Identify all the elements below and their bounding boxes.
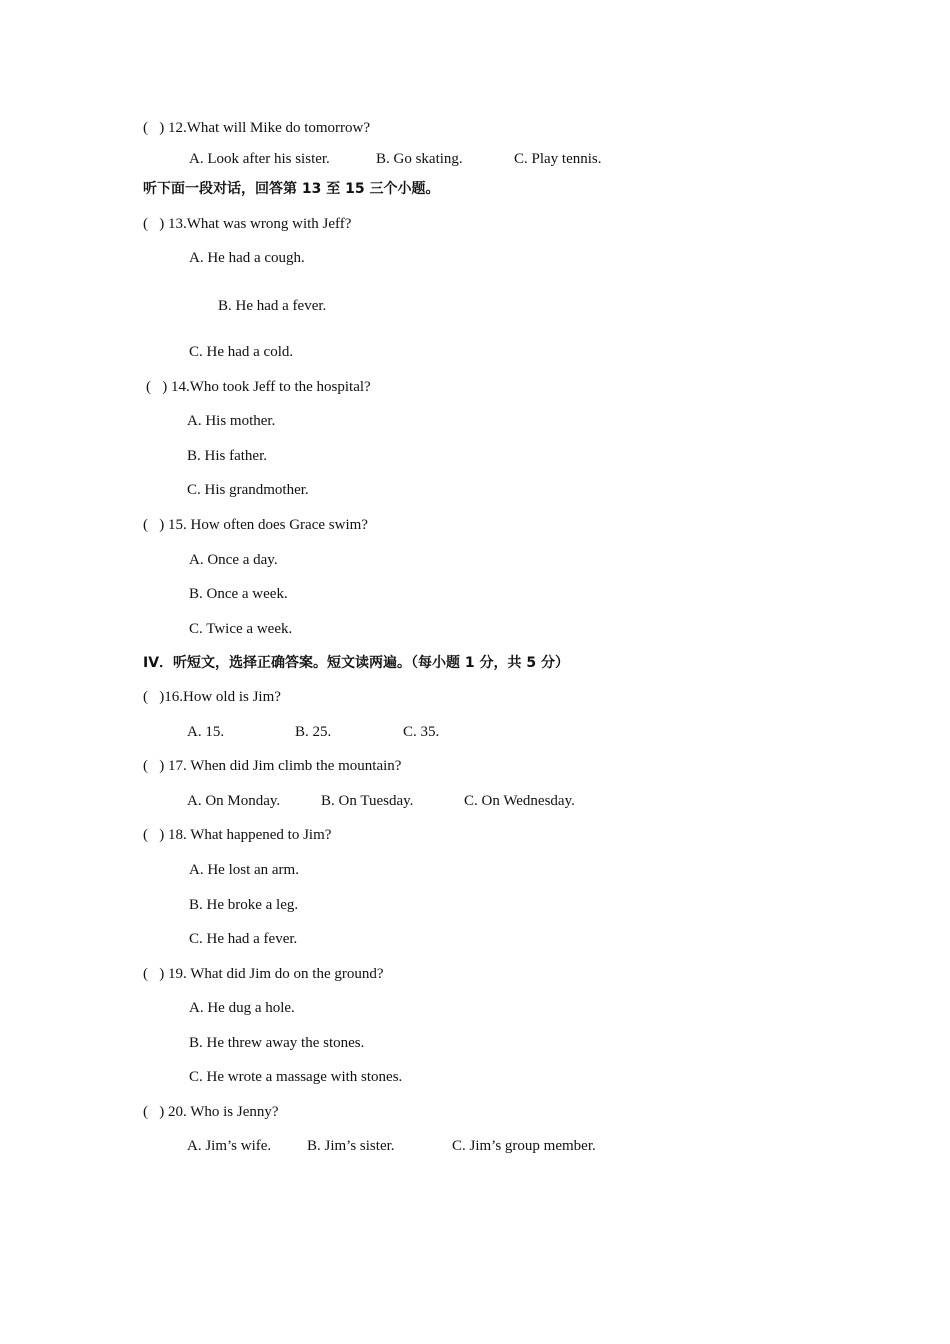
question-13-option-b: B. He had a fever. [218,298,327,314]
question-19-option-a: A. He dug a hole. [189,1000,295,1016]
question-19-option-b: B. He threw away the stones. [189,1035,365,1051]
question-12-option-a: A. Look after his sister. [189,151,330,167]
question-12-stem: ( ) 12.What will Mike do tomorrow? [143,120,371,136]
question-16-option-a: A. 15. [187,724,225,740]
question-20-option-c: C. Jim’s group member. [452,1138,596,1154]
question-12-option-b: B. Go skating. [376,151,463,167]
question-18-stem: ( ) 18. What happened to Jim? [143,827,332,843]
question-16-stem: ( )16.How old is Jim? [143,689,281,705]
question-13-option-c: C. He had a cold. [189,344,294,360]
section-heading-iv: IV．听短文，选择正确答案。短文读两遍。（每小题 1 分，共 5 分） [143,655,570,671]
question-19-option-c: C. He wrote a massage with stones. [189,1069,403,1085]
question-14-stem: ( ) 14.Who took Jeff to the hospital? [146,379,371,395]
question-16-option-c: C. 35. [403,724,440,740]
question-20-stem: ( ) 20. Who is Jenny? [143,1104,279,1120]
question-14-option-b: B. His father. [187,448,267,464]
question-20-option-a: A. Jim’s wife. [187,1138,272,1154]
question-18-option-c: C. He had a fever. [189,931,298,947]
question-16-option-b: B. 25. [295,724,332,740]
question-15-option-b: B. Once a week. [189,586,288,602]
question-17-stem: ( ) 17. When did Jim climb the mountain? [143,758,402,774]
question-18-option-a: A. He lost an arm. [189,862,299,878]
question-20-option-b: B. Jim’s sister. [307,1138,395,1154]
question-13-stem: ( ) 13.What was wrong with Jeff? [143,216,352,232]
question-17-option-c: C. On Wednesday. [464,793,575,809]
question-18-option-b: B. He broke a leg. [189,897,299,913]
question-17-option-b: B. On Tuesday. [321,793,414,809]
question-12-option-c: C. Play tennis. [514,151,602,167]
question-17-option-a: A. On Monday. [187,793,281,809]
question-15-stem: ( ) 15. How often does Grace swim? [143,517,368,533]
question-19-stem: ( ) 19. What did Jim do on the ground? [143,966,384,982]
question-14-option-c: C. His grandmother. [187,482,309,498]
question-13-option-a: A. He had a cough. [189,250,305,266]
question-14-option-a: A. His mother. [187,413,276,429]
section-heading-13-15: 听下面一段对话，回答第 13 至 15 三个小题。 [143,181,440,197]
question-15-option-c: C. Twice a week. [189,621,293,637]
question-15-option-a: A. Once a day. [189,552,278,568]
